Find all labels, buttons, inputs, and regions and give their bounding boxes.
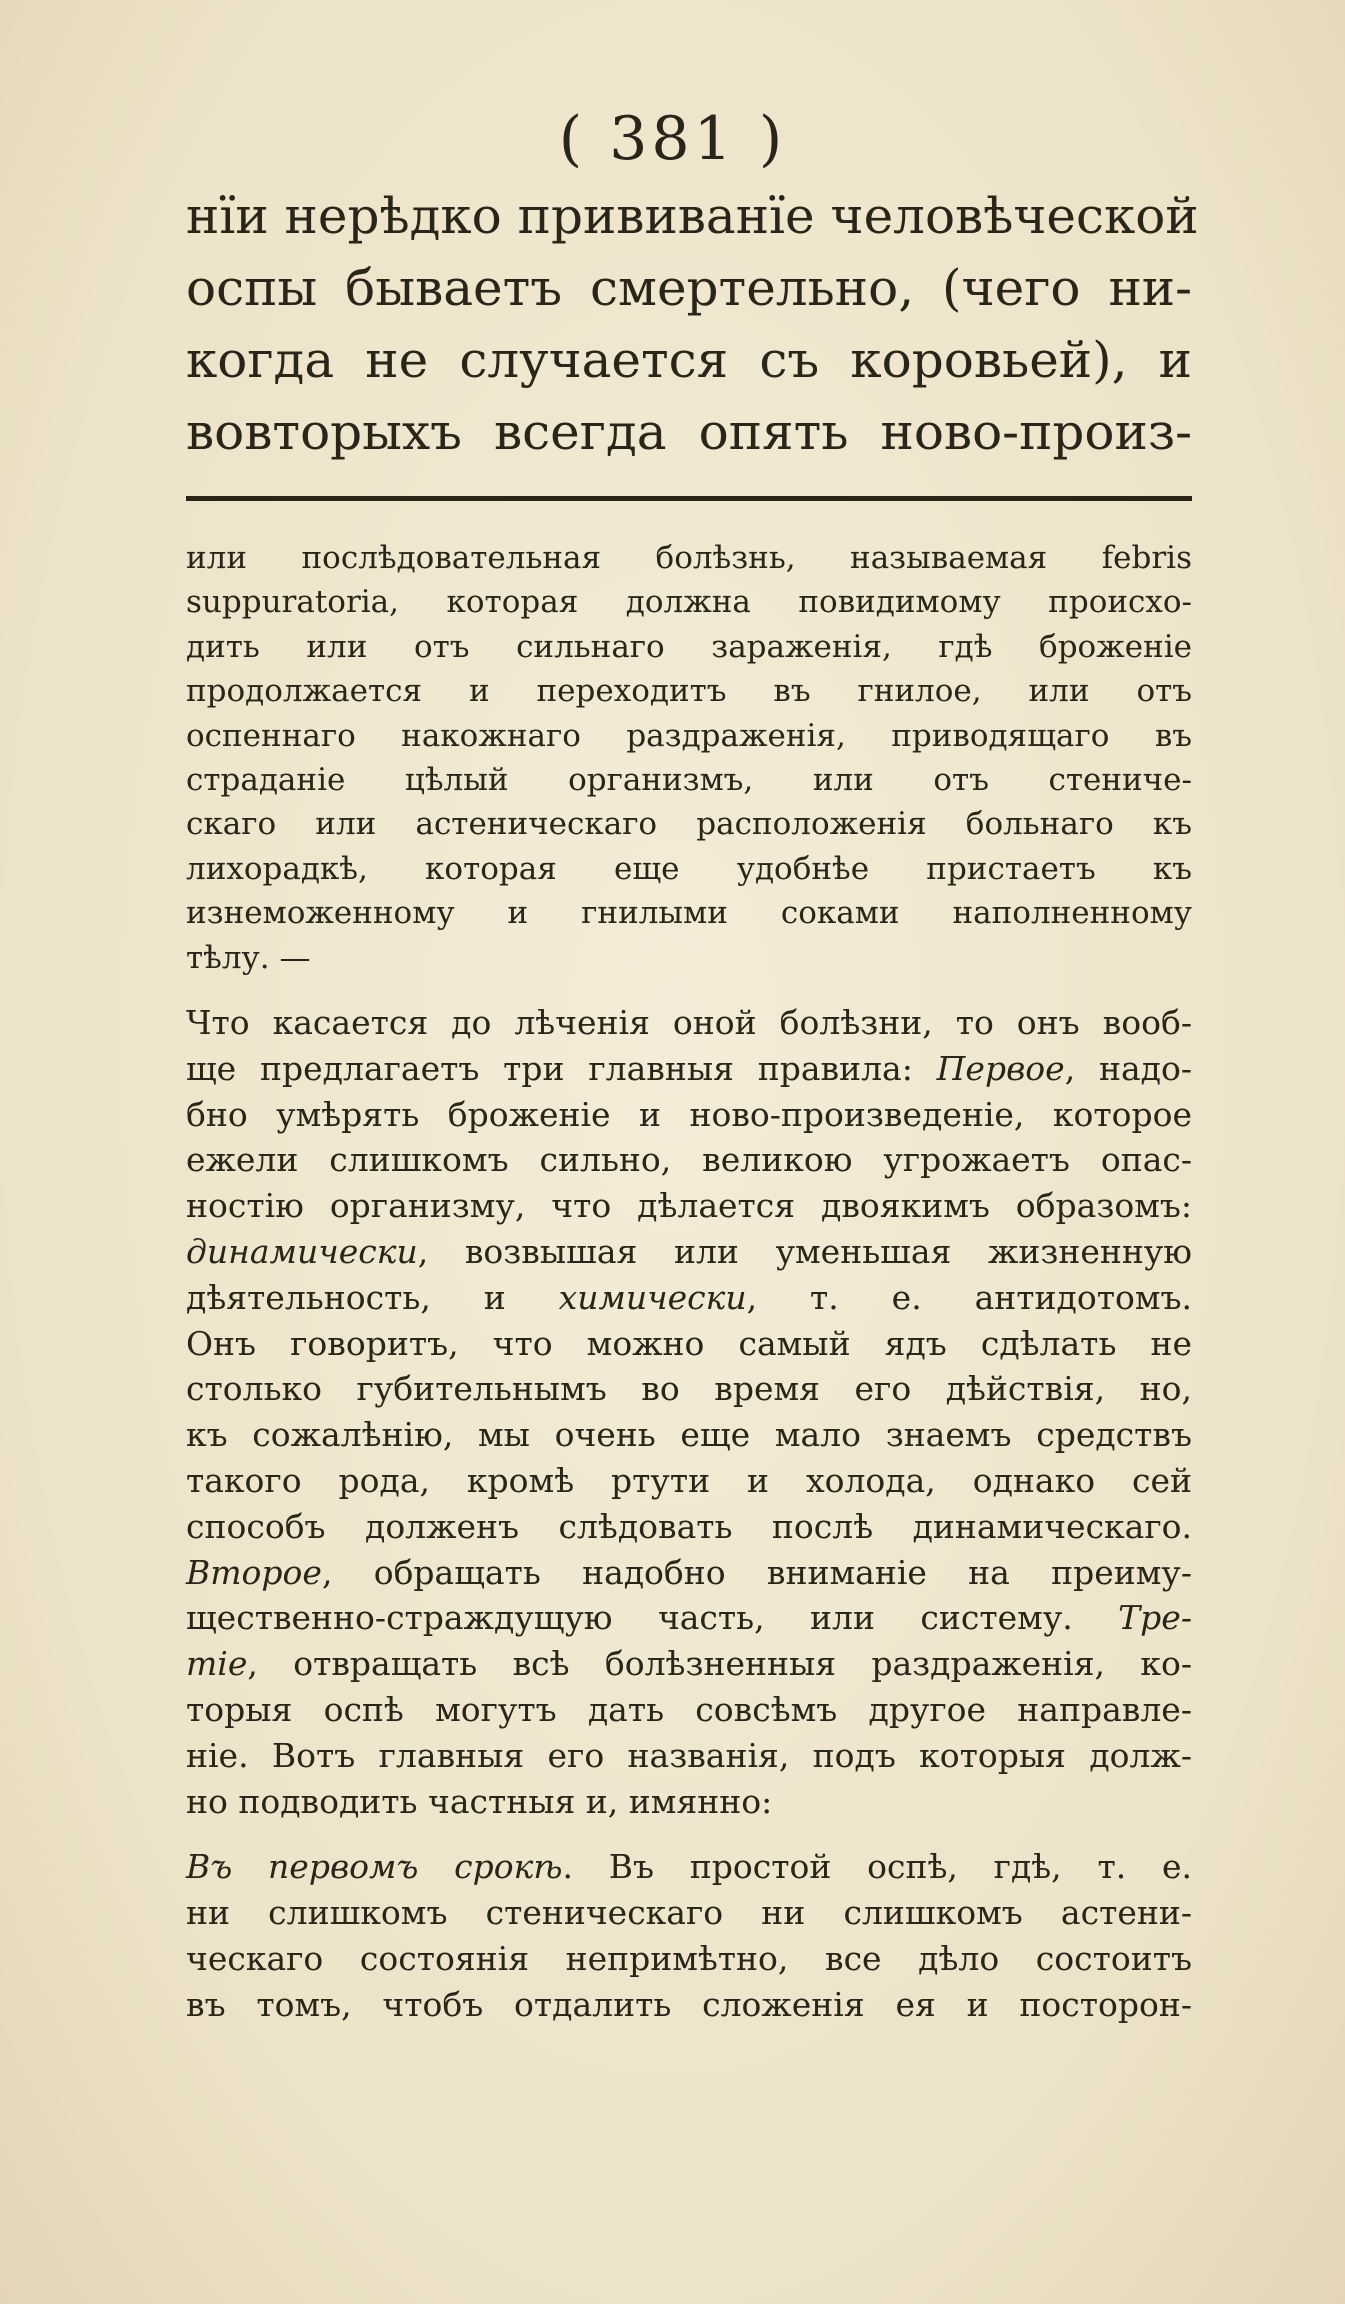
footnote-line: страданіе цѣлый организмъ, или отъ стениче- [186, 762, 1192, 799]
paragraph-1-line [186, 1595, 1192, 1641]
footnote-line: лихорадкѣ, которая еще удобнѣе пристаетъ къ [186, 850, 1192, 887]
footnote-separator [186, 496, 1192, 501]
paragraph-1-line: такого рода, кромѣ ртути и холода, однако сей [186, 1460, 1192, 1500]
italic-term: Въ первомъ срокѣ [186, 1847, 563, 1887]
paragraph-1-line: Онъ говоритъ, что можно самый ядъ сдѣлать не [186, 1323, 1192, 1363]
paragraph-2-line: ческаго состоянія непримѣтно, все дѣло состоитъ [186, 1938, 1192, 1978]
main-text-body [186, 1000, 1192, 2028]
footnote [186, 536, 1192, 980]
text-run: , надо- [1064, 1048, 1192, 1088]
paragraph-1-line: но подводить частныя и, имянно: [186, 1781, 773, 1821]
footnote-line: дить или отъ сильнаго зараженія, гдѣ броженіе [186, 628, 1192, 665]
footnote-line: suppuratoria, которая должна повидимому происхо- [186, 584, 1192, 621]
text-line: оспы бываетъ смертельно, (чего ни- [186, 259, 1192, 317]
paragraph-1-line: ежели слишкомъ сильно, великою угрожаетъ опас- [186, 1140, 1192, 1180]
text-run: ще предлагаетъ три главныя правила: [186, 1048, 937, 1088]
text-run: дѣятельность, и [186, 1277, 559, 1317]
footnote-line: тѣлу. — [186, 939, 311, 976]
footnote-line: изнеможенному и гнилыми соками наполненному [186, 895, 1192, 932]
page-number: ( 381 ) [558, 104, 787, 174]
paragraph-1-line [186, 1550, 1192, 1596]
footnote-line: скаго или астеническаго расположенія больнаго къ [186, 806, 1192, 843]
paragraph-1-line: способъ долженъ слѣдовать послѣ динамическаго. [186, 1506, 1192, 1546]
text-run: , возвышая или уменьшая жизненную [417, 1231, 1192, 1271]
italic-term: химически [558, 1277, 747, 1317]
paragraph-1-line: Что касается до лѣченія оной болѣзни, то онъ вооб- [186, 1003, 1192, 1042]
italic-term: тіе [186, 1644, 248, 1684]
italic-term: Тре- [1118, 1598, 1192, 1638]
paragraph-2-line [186, 1844, 1192, 1890]
paragraph-1-line [186, 1641, 1192, 1687]
paragraph-1-line: бно умѣрять броженіе и ново-произведеніе, которое [186, 1094, 1192, 1134]
paragraph-2-line: въ томъ, чтобъ отдалить сложенія ея и посторон- [186, 1984, 1192, 2024]
paragraph-1-line: ностію организму, что дѣлается двоякимъ образомъ: [186, 1186, 1192, 1226]
text-run: , отвращать всѣ болѣзненныя раздраженія, ко- [247, 1644, 1192, 1684]
text-run: щественно-страждущую часть, или систему. [186, 1598, 1119, 1638]
text-run: , обращать надобно вниманіе на преиму- [321, 1552, 1192, 1592]
main-text-top [186, 180, 1199, 468]
paragraph-1-line: торыя оспѣ могутъ дать совсѣмъ другое направле- [186, 1689, 1192, 1729]
text-run: , т. е. антидотомъ. [746, 1277, 1192, 1317]
footnote-line: продолжается и переходитъ въ гнилое, или отъ [186, 673, 1192, 710]
italic-term: динамически [186, 1231, 418, 1271]
text-line: вовторыхъ всегда опять ново-произ- [186, 403, 1192, 461]
paragraph-2-line: ни слишкомъ стеническаго ни слишкомъ астени- [186, 1893, 1192, 1933]
text-run: . Въ простой оспѣ, гдѣ, т. е. [562, 1847, 1192, 1887]
footnote-line: или послѣдовательная болѣзнь, называемая febris [186, 540, 1192, 576]
paragraph-1-line: къ сожалѣнію, мы очень еще мало знаемъ средствъ [186, 1415, 1192, 1455]
text-line: когда не случается съ коровьей), и [186, 331, 1192, 389]
paragraph-1-line: ніе. Вотъ главныя его названія, подъ которыя долж- [186, 1735, 1192, 1775]
paragraph-gap [186, 1824, 1192, 1844]
footnote-line: оспеннаго накожнаго раздраженія, приводящаго въ [186, 717, 1192, 754]
italic-term: Второе [186, 1552, 322, 1592]
paragraph-1-line [186, 1229, 1192, 1275]
paragraph-1-line [186, 1046, 1192, 1092]
italic-term: Первое [936, 1048, 1065, 1088]
paragraph-1-line: столько губительнымъ во время его дѣйствія, но, [186, 1369, 1192, 1409]
paragraph-1-line [186, 1275, 1192, 1321]
text-line: нїи нерѣдко прививанїе человѣческой [186, 187, 1199, 245]
